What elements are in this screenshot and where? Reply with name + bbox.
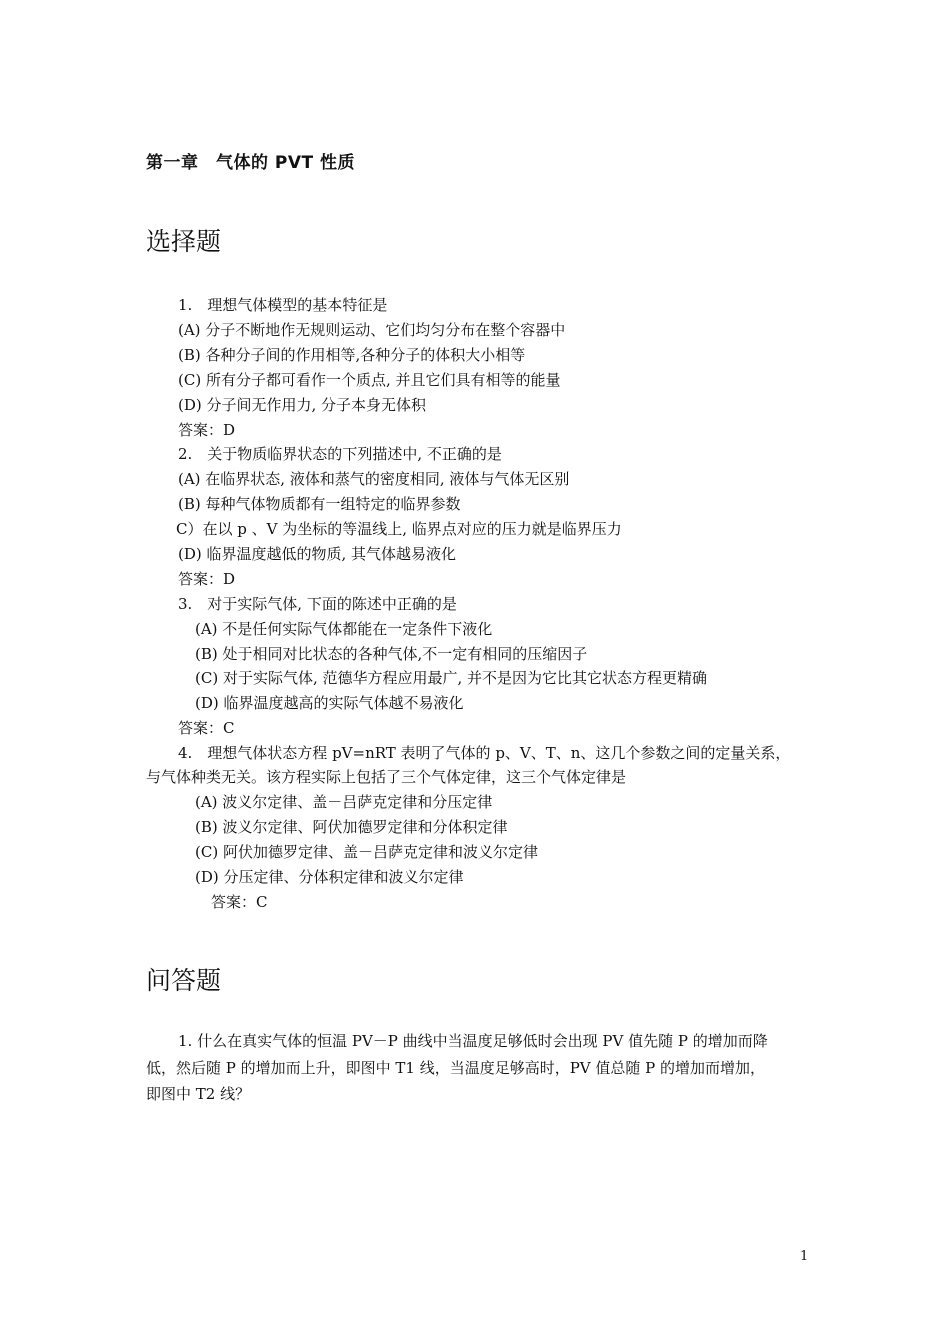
question-1-stem: 1. 理想气体模型的基本特征是 (178, 296, 388, 314)
question-2-option-c: C）在以 p 、V 为坐标的等温线上, 临界点对应的压力就是临界压力 (176, 520, 622, 538)
question-3-answer: 答案：C (178, 719, 235, 737)
section-heading-qa: 问答题 (146, 966, 222, 995)
qa-1-line-2: 低，然后随 P 的增加而上升，即图中 T1 线，当温度足够高时，PV 值总随 P 的增加而增加， (146, 1059, 766, 1077)
question-1-option-c: (C) 所有分子都可看作一个质点, 并且它们具有相等的能量 (178, 371, 561, 389)
question-4-stem-line-1: 4. 理想气体状态方程 pV=nRT 表明了气体的 p、V、T、n、这几个参数之间的定量关系， (178, 744, 791, 762)
question-4-option-b: (B) 波义尔定律、阿伏加德罗定律和分体积定律 (195, 818, 508, 836)
section-heading-choice: 选择题 (146, 227, 222, 256)
chapter-title: 第一章 气体的 PVT 性质 (146, 153, 356, 173)
question-2-option-b: (B) 每种气体物质都有一组特定的临界参数 (178, 495, 461, 513)
question-1-option-b: (B) 各种分子间的作用相等,各种分子的体积大小相等 (178, 346, 526, 364)
qa-1-line-3: 即图中 T2 线？ (146, 1085, 251, 1103)
question-4-option-d: (D) 分压定律、分体积定律和波义尔定律 (195, 868, 464, 886)
question-3-stem: 3. 对于实际气体, 下面的陈述中正确的是 (178, 595, 457, 613)
question-3-option-a: (A) 不是任何实际气体都能在一定条件下液化 (195, 620, 493, 638)
question-1-answer: 答案：D (178, 421, 236, 439)
question-2-answer: 答案：D (178, 570, 236, 588)
question-1-option-a: (A) 分子不断地作无规则运动、它们均匀分布在整个容器中 (178, 321, 566, 339)
question-2-option-a: (A) 在临界状态, 液体和蒸气的密度相同, 液体与气体无区别 (178, 470, 570, 488)
question-4-stem-line-2: 与气体种类无关。该方程实际上包括了三个气体定律，这三个气体定律是 (146, 768, 627, 786)
question-4-answer: 答案：C (211, 893, 268, 911)
question-4-option-c: (C) 阿伏加德罗定律、盖－吕萨克定律和波义尔定律 (195, 843, 538, 861)
page-number: 1 (800, 1249, 809, 1264)
question-4-option-a: (A) 波义尔定律、盖－吕萨克定律和分压定律 (195, 793, 493, 811)
question-3-option-d: (D) 临界温度越高的实际气体越不易液化 (195, 694, 464, 712)
question-2-stem: 2. 关于物质临界状态的下列描述中, 不正确的是 (178, 445, 502, 463)
question-2-option-d: (D) 临界温度越低的物质, 其气体越易液化 (178, 545, 457, 563)
qa-1-line-1: 1. 什么在真实气体的恒温 PV－P 曲线中当温度足够低时会出现 PV 值先随 P 的增加而降 (178, 1032, 768, 1050)
question-3-option-b: (B) 处于相同对比状态的各种气体,不一定有相同的压缩因子 (195, 645, 588, 663)
question-1-option-d: (D) 分子间无作用力, 分子本身无体积 (178, 396, 427, 414)
question-3-option-c: (C) 对于实际气体, 范德华方程应用最广, 并不是因为它比其它状态方程更精确 (195, 669, 708, 687)
